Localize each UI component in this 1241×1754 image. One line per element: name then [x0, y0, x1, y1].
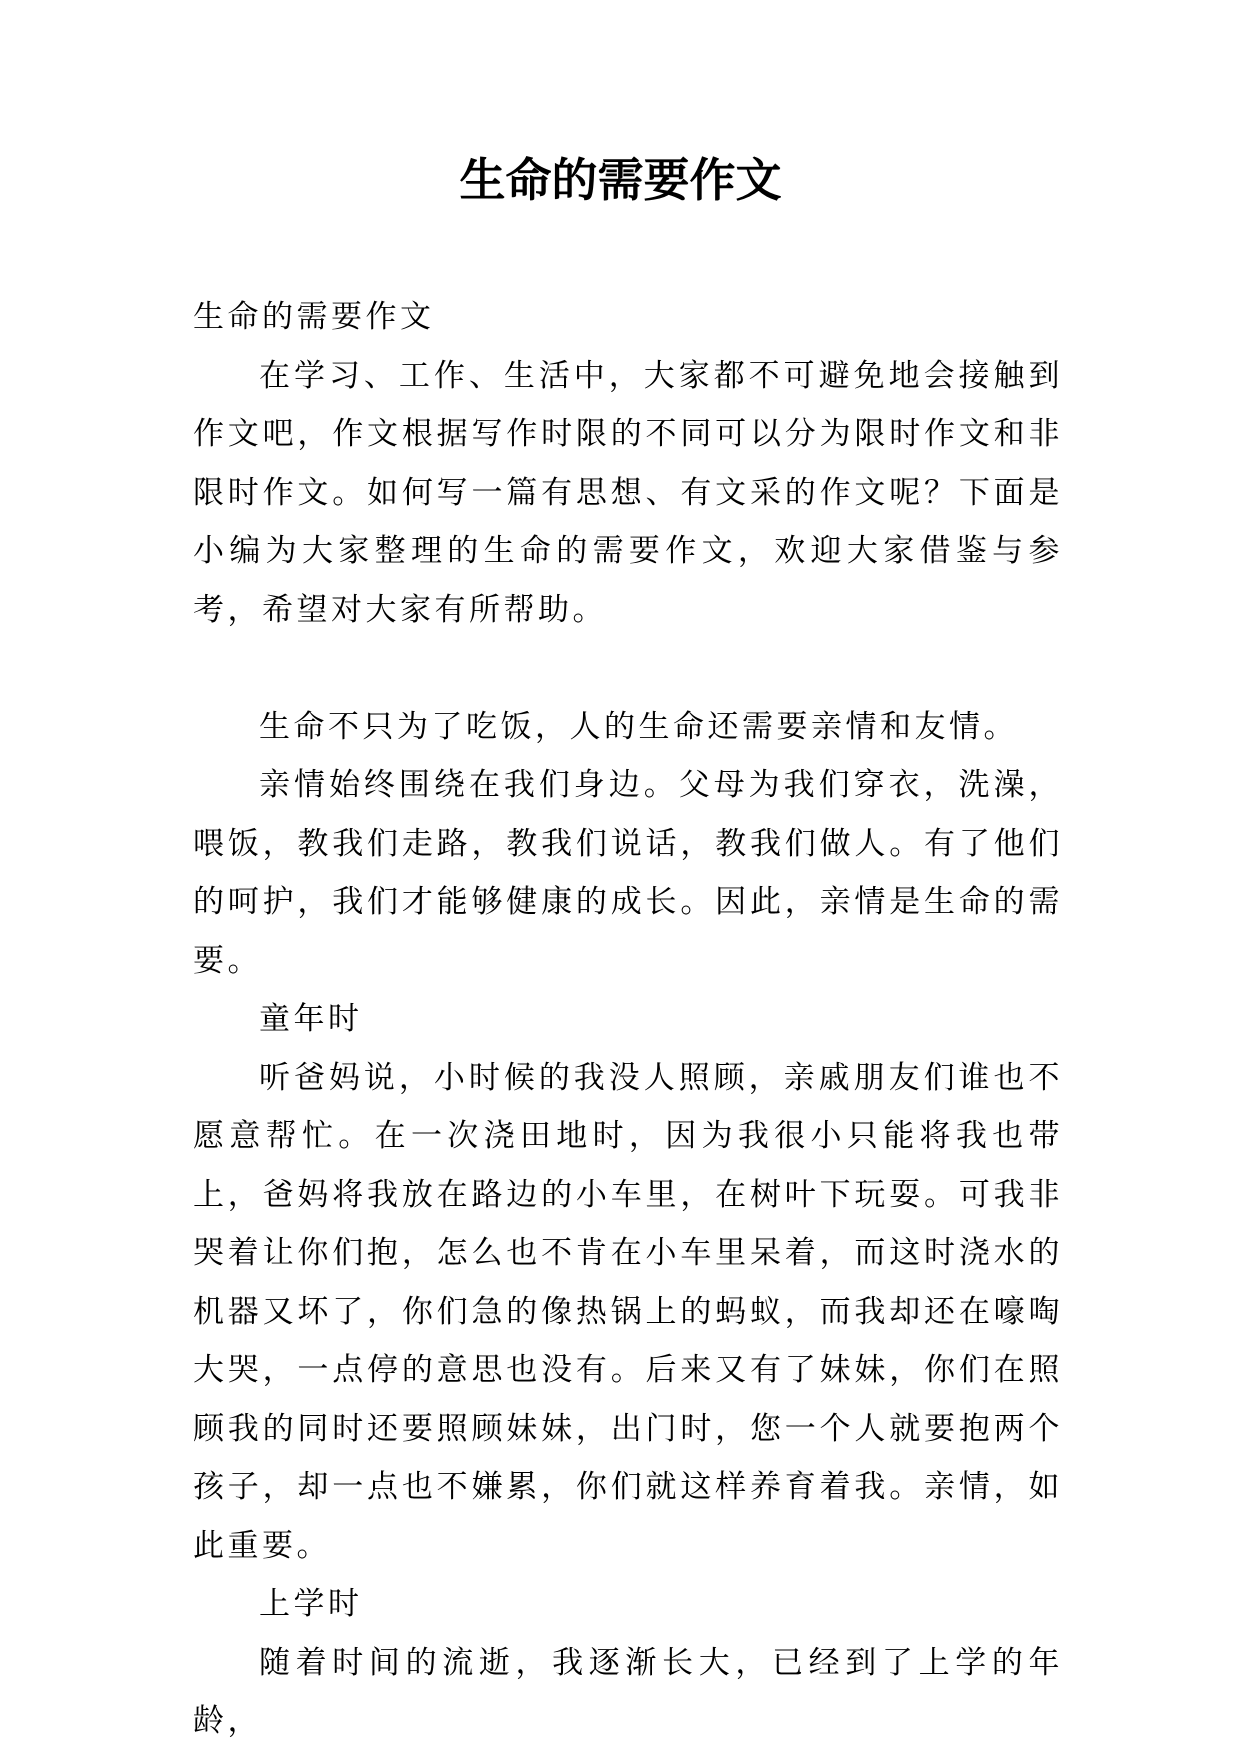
body-paragraph: 随着时间的流逝，我逐渐长大，已经到了上学的年龄， [193, 1644, 1063, 1739]
document-title: 生命的需要作文 [459, 153, 782, 207]
document-body [193, 288, 1063, 1751]
body-paragraph: 生命不只为了吃饭，人的生命还需要亲情和友情。 [259, 708, 1018, 745]
section-heading-school: 上学时 [259, 1586, 363, 1622]
subtitle-paragraph: 生命的需要作文 [193, 299, 435, 335]
body-paragraph: 亲情始终围绕在我们身边。父母为我们穿衣，洗澡，喂饭，教我们走路，教我们说话，教我们做人。有了他们的呵护，我们才能够健康的成长。因此，亲情是生命的需要。 [193, 767, 1063, 979]
intro-paragraph: 在学习、工作、生活中，大家都不可避免地会接触到作文吧，作文根据写作时限的不同可以分为限时作文和非限时作文。如何写一篇有思想、有文采的作文呢？下面是小编为大家整理的生命的需要作文，欢迎大家借鉴与参考，希望对大家有所帮助。 [193, 357, 1063, 628]
body-paragraph: 听爸妈说，小时候的我没人照顾，亲戚朋友们谁也不愿意帮忙。在一次浇田地时，因为我很小只能将我也带上，爸妈将我放在路边的小车里，在树叶下玩耍。可我非哭着让你们抱，怎么也不肯在小车里呆着，而这时浇水的机器又坏了，你们急的像热锅上的蚂蚁，而我却还在嚎啕大哭，一点停的意思也没有。后来又有了妹妹，你们在照顾我的同时还要照顾妹妹，出门时，您一个人就要抱两个孩子，却一点也不嫌累，你们就这样养育着我。亲情，如此重要。 [193, 1059, 1063, 1564]
section-heading-childhood: 童年时 [259, 1001, 363, 1037]
paragraph-spacer [193, 639, 1063, 698]
